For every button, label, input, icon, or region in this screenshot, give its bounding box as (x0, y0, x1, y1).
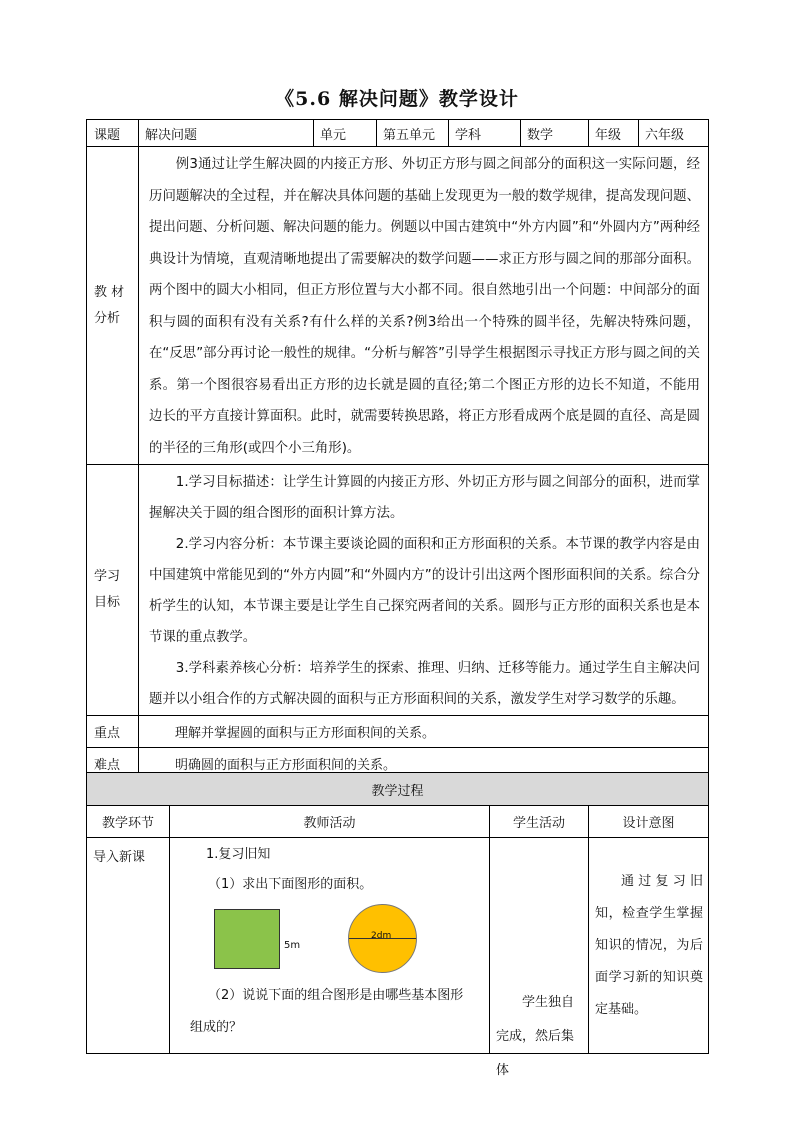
col-stage: 教学环节 (87, 806, 170, 838)
subject-value: 数学 (521, 120, 589, 147)
lesson-info-table (86, 119, 709, 780)
review-heading: 1.复习旧知 (206, 847, 271, 862)
keti-value: 解决问题 (139, 120, 314, 147)
unit-value: 第五单元 (377, 120, 449, 147)
process-header-row (87, 773, 709, 806)
orange-circle-figure (348, 904, 417, 973)
difficulty-text: 明确圆的面积与正方形面积间的关系。 (139, 748, 709, 780)
student-activity: 学生独自完成，然后集体 (496, 995, 575, 1078)
analysis-row (87, 147, 709, 465)
question-1: （1）求出下面图形的面积。 (208, 877, 373, 892)
design-intent: 通过复习旧知，检查学生掌握知识的情况，为后面学习新的知识奠定基础。 (595, 874, 703, 1017)
goals-label: 学习 目标 (87, 465, 139, 716)
header-row (87, 120, 709, 147)
process-header: 教学过程 (87, 773, 709, 806)
key-point-label: 重点 (87, 716, 139, 748)
col-student: 学生活动 (490, 806, 589, 838)
keti-label: 课题 (87, 120, 139, 147)
process-row-intro (87, 838, 709, 1054)
process-columns-row (87, 806, 709, 838)
stage-cell: 导入新课 (87, 838, 170, 1054)
goal-item-1: 1.学习目标描述：让学生计算圆的内接正方形、外切正方形与圆之间部分的面积，进而掌握解决关于圆的组合图形的面积计算方法。 (149, 475, 700, 521)
subject-label: 学科 (449, 120, 521, 147)
question-2: （2）说说下面的组合图形是由哪些基本图形 (208, 988, 464, 1003)
teaching-process-table (86, 772, 709, 1078)
difficulty-label: 难点 (87, 748, 139, 780)
unit-label: 单元 (314, 120, 377, 147)
question-2-cont: 组成的？ (190, 1020, 243, 1035)
square-side-label: 5m (284, 940, 301, 951)
col-design: 设计意图 (589, 806, 709, 838)
analysis-text: 例3通过让学生解决圆的内接正方形、外切正方形与圆之间部分的面积这一实际问题，经历问题解决的全过程，并在解决具体问题的基础上发现更为一般的数学规律，提高发现问题、提出问题、分析问题、解决问题的能力。例题以中国古建筑中“外方内圆”和“外圆内方”两种经典设计为情境，直观清晰地提出了需要解决的数学问题——求正方形与圆之间的那部分面积。两个图中的圆大小相同，但正方形位置与大小都不同。很自然地引出一个问题：中间部分的面积与圆的面积有没有关系?有什么样的关系?例3给出一个特殊的圆半径，先解决特殊问题，在“反思”部分再讨论一般性的规律。“分析与解答”引导学生根据图示寻找正方形与圆之间的关系。第一个图很容易看出正方形的边长就是圆的直径;第二个图正方形的边长不知道，不能用边长的平方直接计算面积。此时，就需要转换思路，将正方形看成两个底是圆的直径、高是圆的半径的三角形(或四个小三角形)。 (149, 157, 700, 456)
goal-item-2: 2.学习内容分析：本节课主要谈论圆的面积和正方形面积的关系。本节课的教学内容是由中国建筑中常能见到的“外方内圆”和“外圆内方”的设计引出这两个图形面积间的关系。综合分析学生的认知，本节课主要是让学生自己探究两者间的关系。圆形与正方形的面积关系也是本节课的重点教学。 (149, 537, 700, 645)
col-teacher: 教师活动 (170, 806, 490, 838)
page-title: 《5.6 解决问题》教学设计 (275, 88, 519, 110)
green-square-figure (214, 909, 280, 969)
grade-value: 六年级 (639, 120, 709, 147)
grade-label: 年级 (589, 120, 639, 147)
key-point-row (87, 716, 709, 748)
key-point-text: 理解并掌握圆的面积与正方形面积间的关系。 (139, 716, 709, 748)
goals-row (87, 465, 709, 716)
analysis-label: 教 材 分析 (87, 147, 139, 465)
goal-item-3: 3.学科素养核心分析：培养学生的探索、推理、归纳、迁移等能力。通过学生自主解决问题并以小组合作的方式解决圆的面积与正方形面积间的关系，激发学生对学习数学的乐趣。 (149, 661, 700, 707)
teacher-activity (170, 838, 489, 1052)
circle-diameter-label: 2dm (371, 931, 392, 941)
